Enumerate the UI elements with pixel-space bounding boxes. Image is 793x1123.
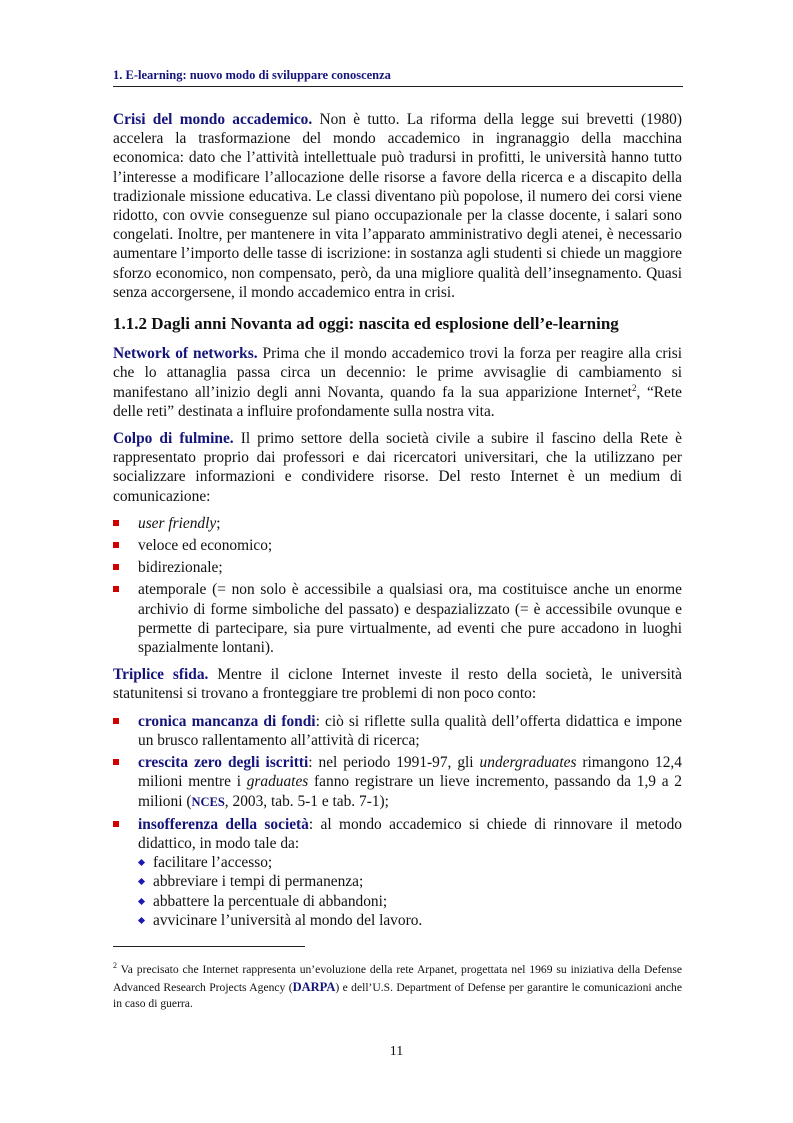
running-head: 1. E-learning: nuovo modo di sviluppare conoscenza: [113, 68, 683, 87]
footnote: [113, 962, 682, 1013]
list-item-term: cronica mancanza di fondi: [138, 712, 316, 730]
footnote-number: 2: [113, 961, 117, 971]
paragraph-lead: Crisi del mondo accademico.: [113, 111, 313, 128]
square-bullet-icon: [113, 542, 119, 548]
list-item: [113, 514, 682, 533]
list-item: [113, 580, 682, 657]
paragraph-text: Prima che il mondo accademico trovi la forza per reagire alla crisi che lo attanaglia passa circa un decennio: le prime avvisaglie di cambiamento si manifestano all’inizio degli anni Novanta, quando fa la sua apparizione Internet: [113, 345, 683, 401]
diamond-bullet-icon: [138, 878, 145, 885]
sub-list-item-text: facilitare l’accesso;: [153, 854, 273, 872]
sub-list-item: [138, 872, 682, 891]
sub-list-item: [138, 853, 682, 872]
list-item-text: bidirezionale;: [138, 559, 223, 577]
sub-list-item-text: avvicinare l’università al mondo del lavoro.: [153, 911, 423, 929]
list-item-text: fanno registrare un lieve incremento, passando da 1,9 a 2 milioni (: [138, 773, 683, 810]
list-item-text: veloce ed economico;: [138, 537, 273, 555]
list-item-text: atemporale (= non solo è accessibile a qualsiasi ora, ma costituisce anche un enorme archivio di forme simboliche del passato) e despazializzato (= è accessibile ovunque e permette di partecipare, sia pure virtualmente, ad eventi che pure accadono in luoghi spazialmente lontani).: [138, 581, 682, 657]
list-item: [113, 712, 682, 750]
list-item-text: ;: [216, 514, 221, 532]
list-item-emphasis: graduates: [246, 773, 309, 791]
list-item: [113, 753, 682, 812]
sub-list-item-text: abbattere la percentuale di abbandoni;: [153, 892, 388, 910]
list-item-text: : al mondo accademico si chiede di rinnovare il metodo didattico, in modo tale da:: [138, 815, 682, 852]
paragraph-lead: Network of networks.: [113, 345, 258, 363]
citation-link[interactable]: NCES: [191, 794, 225, 809]
diamond-bullet-icon: [138, 859, 145, 866]
diamond-bullet-icon: [138, 917, 145, 924]
square-bullet-icon: [113, 821, 119, 827]
footnote-reference[interactable]: 2: [631, 382, 637, 393]
footnote-text: Va precisato che Internet rappresenta un’evoluzione della rete Arpanet, progettata nel 1969 su iniziativa della Defense Advanced Research Projects Agency (: [113, 963, 682, 994]
square-bullet-icon: [113, 586, 119, 592]
sub-list: [138, 853, 682, 930]
list-item: [113, 536, 682, 555]
list-item-text: user friendly: [138, 514, 217, 532]
paragraph-crisi: [113, 110, 682, 302]
square-bullet-icon: [113, 718, 119, 724]
sub-list-item: [138, 892, 682, 911]
bullet-list-problems: [113, 712, 682, 930]
page-body: [113, 110, 682, 938]
paragraph-text: , “Rete delle reti” destinata a influire profondamente sulla nostra vita.: [113, 383, 682, 420]
list-item-term: insofferenza della società: [138, 815, 309, 833]
paragraph-lead: Triplice sfida.: [113, 666, 209, 684]
footnote-divider: [113, 946, 305, 947]
list-item-term: crescita zero degli iscritti: [138, 754, 309, 772]
page-number: 11: [389, 1044, 404, 1059]
bullet-list-internet: [113, 514, 682, 657]
paragraph-text: Non è tutto. La riforma della legge sui brevetti (1980) accelera la trasformazione del mondo accademico in ingranaggio della macchina economica: dato che l’attività intellettuale può tradursi in profitti, le università hanno tutto l’interesse a modificare l’allocazione delle risorse a favore della ricerca e a discapito della tradizionale missione educativa. Le classi diventano più popolose, il numero dei corsi viene ridotto, con ovvie conseguenze sul piano occupazionale per la classe docente, i salari sono congelati. Inoltre, per mantenere in vita l’apparato amministrativo degli atenei, è necessario aumentare l’importo delle tasse di iscrizione: in sostanza agli studenti si chiede un maggiore sforzo economico, non compensato, però, da una migliore qualità dell’insegnamento. Quasi senza accorgersene, il mondo accademico entra in crisi.: [113, 111, 682, 301]
sub-list-item-text: abbreviare i tempi di permanenza;: [153, 873, 364, 891]
square-bullet-icon: [113, 564, 119, 570]
footnote-text: ) e dell’U.S. Department of Defense per garantire le comunicazioni anche in caso di guerra.: [113, 980, 682, 1010]
paragraph-lead: Colpo di fulmine.: [113, 430, 234, 448]
list-item-text: rimangono 12,4 milioni mentre i: [138, 754, 682, 791]
list-item-emphasis: undergraduates: [479, 754, 577, 772]
list-item-text: , 2003, tab. 5-1 e tab. 7-1);: [224, 792, 389, 810]
paragraph-colpo: [113, 429, 682, 506]
section-heading: 1.1.2 Dagli anni Novanta ad oggi: nascita ed esplosione dell’e-learning: [113, 314, 619, 334]
paragraph-triplice: [113, 665, 682, 703]
paragraph-text: Il primo settore della società civile a subire il fascino della Rete è rappresentato proprio dai professori e dai ricercatori universitari, che la utilizzano per socializzare informazioni e condividere risorse. Del resto Internet è un medium di comunicazione:: [113, 430, 682, 505]
square-bullet-icon: [113, 759, 119, 765]
list-item-text: : nel periodo 1991-97, gli: [308, 754, 480, 772]
square-bullet-icon: [113, 520, 119, 526]
sub-list-item: [138, 911, 682, 930]
citation-link[interactable]: DARPA: [292, 979, 336, 994]
list-item: [113, 558, 682, 577]
diamond-bullet-icon: [138, 897, 145, 904]
list-item: [113, 815, 682, 930]
paragraph-text: Mentre il ciclone Internet investe il resto della società, le università statunitensi si trovano a fronteggiare tre problemi di non poco conto:: [113, 666, 682, 703]
list-item-text: : ciò si riflette sulla qualità dell’offerta didattica e impone un brusco rallentamento all’attività di ricerca;: [138, 712, 682, 749]
paragraph-network: [113, 344, 682, 421]
